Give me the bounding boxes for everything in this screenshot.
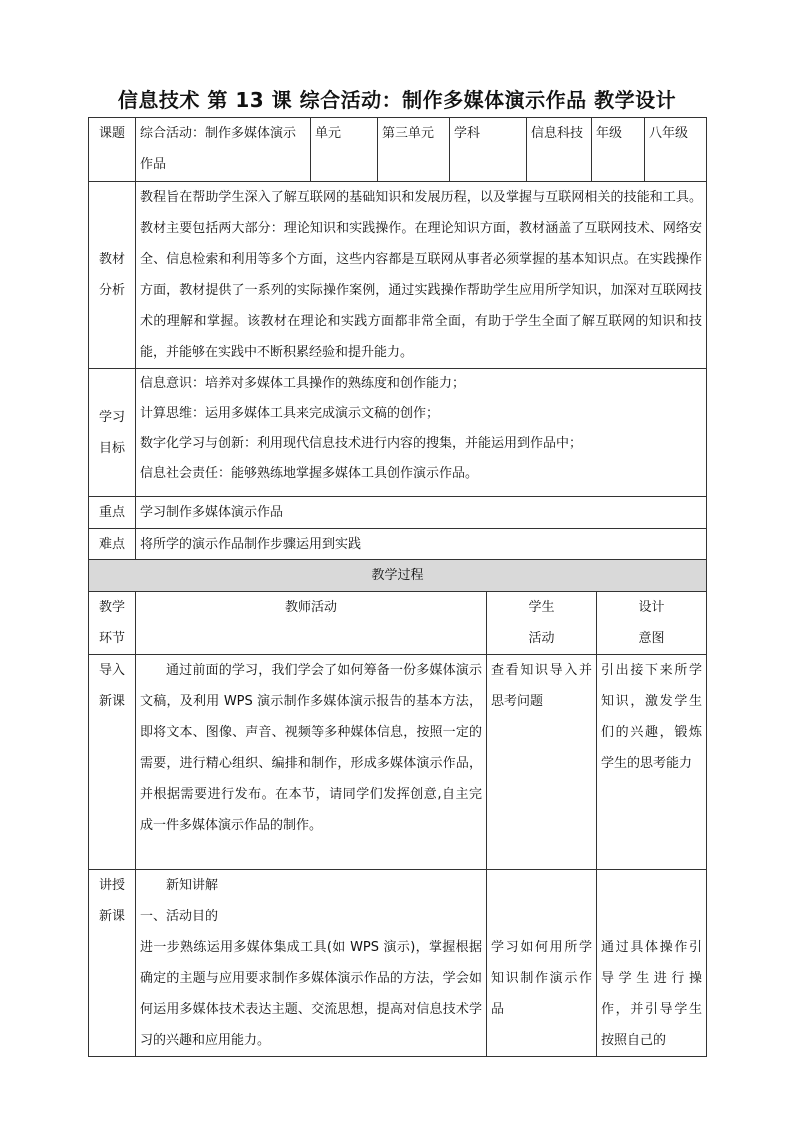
goal-item: 信息社会责任：能够熟练地掌握多媒体工具创作演示作品。 [140,466,479,481]
teacher-text: 进一步熟练运用多媒体集成工具(如 WPS 演示)，掌握根据确定的主题与应用要求制作多媒体演示作品的方法，学会如何运用多媒体技术表达主题、交流思想，提高对信息技术学习的兴趣和应用能力。 [140,940,482,1048]
goal-item: 计算思维：运用多媒体工具来完成演示文稿的创作； [140,406,440,421]
grade-label: 年级 [592,118,645,182]
col-stage [89,592,136,655]
process-header: 教学过程 [89,560,707,592]
row-intent [597,870,707,1057]
key-label: 重点 [89,497,136,529]
teacher-heading: 新知讲解 [166,878,219,893]
col-teacher: 教师活动 [136,592,487,655]
col-intent [597,592,707,655]
lesson-info-table [88,117,707,561]
col-stage-text: 教学环节 [98,600,125,646]
row-intent-text: 通过具体操作引导学生进行操作，并引导学生按照自己的 [601,940,703,1048]
teacher-subheading: 一、活动目的 [140,909,219,924]
unit-value: 第三单元 [378,118,450,182]
row-intent: 引出接下来所学知识，激发学生们的兴趣，锻炼学生的思考能力 [597,655,707,870]
difficulty-text: 将所学的演示作品制作步骤运用到实践 [136,529,707,561]
grade-value: 八年级 [645,118,707,182]
goals-label-text: 学习目标 [98,409,125,456]
goal-item: 数字化学习与创新：利用现代信息技术进行内容的搜集，并能运用到作品中； [140,436,583,451]
subject-value: 信息科技 [527,118,592,182]
analysis-label [89,182,136,369]
goals-label [89,369,136,497]
page-title: 信息技术 第 13 课 综合活动：制作多媒体演示作品 教学设计 [117,88,677,112]
process-table [88,559,707,1057]
row-student [487,870,597,1057]
goal-item: 信息意识：培养对多媒体工具操作的熟练度和创作能力； [140,376,466,391]
difficulty-label: 难点 [89,529,136,561]
col-student [487,592,597,655]
row-student-text: 学习如何用所学知识制作演示作品 [491,940,592,1017]
topic-label: 课题 [89,118,136,182]
topic-value: 综合活动：制作多媒体演示作品 [136,118,311,182]
col-intent-text: 设计意图 [638,600,665,646]
row-teacher [136,870,487,1057]
row-stage-text: 导入新课 [98,663,125,709]
row-stage [89,655,136,870]
subject-label: 学科 [450,118,527,182]
unit-label: 单元 [311,118,378,182]
row-student: 查看知识导入并思考问题 [487,655,597,870]
row-teacher: 通过前面的学习，我们学会了如何筹备一份多媒体演示文稿，及利用 WPS 演示制作多媒体演示报告的基本方法，即将文本、图像、声音、视频等多种媒体信息，按照一定的需要，进行精心组织、编排和制作，形成多媒体演示作品，并根据需要进行发布。在本节，请同学们发挥创意,自主完成一件多媒体演示作品的制作。 [136,655,487,870]
row-stage [89,870,136,1057]
row-stage-text: 讲授新课 [98,878,125,924]
key-text: 学习制作多媒体演示作品 [136,497,707,529]
col-student-text: 学生活动 [528,600,555,646]
analysis-label-text: 教材分析 [98,252,125,298]
analysis-text: 教程旨在帮助学生深入了解互联网的基础知识和发展历程，以及掌握与互联网相关的技能和工具。教材主要包括两大部分：理论知识和实践操作。在理论知识方面，教材涵盖了互联网技术、网络安全、信息检索和利用等多个方面，这些内容都是互联网从事者必须掌握的基本知识点。在实践操作方面，教材提供了一系列的实际操作案例，通过实践操作帮助学生应用所学知识，加深对互联网技术的理解和掌握。该教材在理论和实践方面都非常全面，有助于学生全面了解互联网的知识和技能，并能够在实践中不断积累经验和提升能力。 [136,182,707,369]
goals-list [136,369,707,497]
